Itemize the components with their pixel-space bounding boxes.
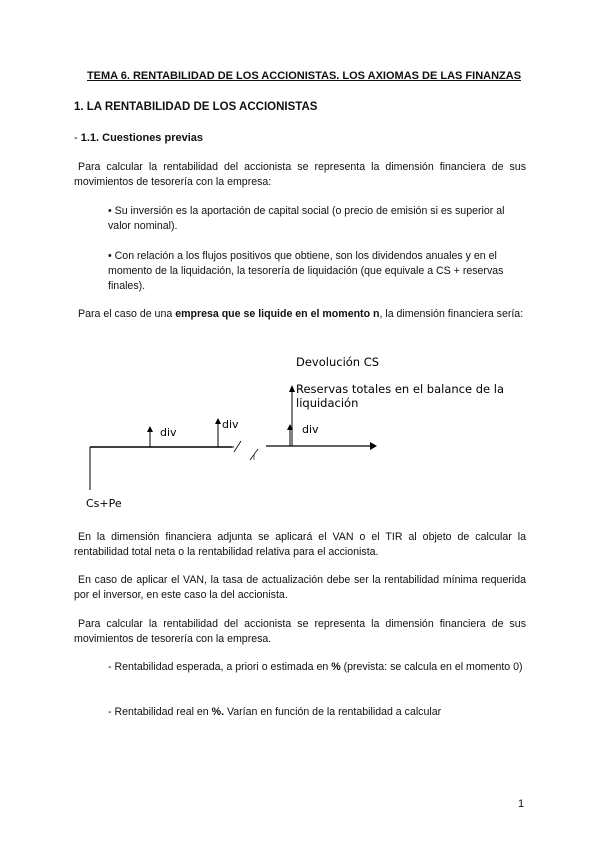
page-title: TEMA 6. RENTABILIDAD DE LOS ACCIONISTAS. LOS AXIOMAS DE LAS FINANZAS — [86, 70, 522, 82]
dash2-after: Varían en función de la rentabilidad a calcular — [224, 706, 442, 718]
dash2-bold: %. — [211, 706, 225, 718]
paragraph-dimension: Para calcular la rentabilidad del accionista se representa la dimensión financiera de sus movimientos de tesorería con la empresa. — [74, 618, 526, 645]
dash1-after: (prevista: se calcula en el momento 0) — [340, 661, 523, 673]
initial-outflow-label: Cs+Pe — [86, 497, 122, 510]
dash1-bold: % — [331, 661, 341, 673]
bullet-flujos: • Con relación a los flujos positivos que obtiene, son los dividendos anuales y en el momento de la liquidación, la tesorería de liquidación (que equivale a CS + reservas finales). — [108, 250, 504, 292]
dash-rentabilidad-esperada — [108, 660, 526, 675]
p2-before: Para el caso de una — [78, 308, 176, 320]
div-arrowhead-1 — [147, 426, 153, 432]
devolucion-label: Devolución CS — [296, 355, 380, 369]
div-arrowhead-2 — [215, 418, 221, 424]
paragraph-tasa: En caso de aplicar el VAN, la tasa de actualización debe ser la rentabilidad mínima requerida por el inversor, en este caso la del accionista. — [74, 574, 526, 601]
reservas-label-line1: Reservas totales en el balance de la — [296, 382, 505, 396]
p2-after: , la dimensión financiera sería: — [379, 308, 524, 320]
dash-rentabilidad-real — [108, 705, 526, 720]
paragraph-intro: Para calcular la rentabilidad del accionista se representa la dimensión financiera de sus movimientos de tesorería con la empresa: — [74, 161, 526, 188]
subsection-prefix: - — [74, 132, 81, 144]
dash1-before: - Rentabilidad esperada, a priori o estimada en — [108, 661, 332, 673]
p2-bold: empresa que se liquide en el momento n — [175, 308, 380, 320]
bullet-inversion: • Su inversión es la aportación de capital social (o precio de emisión si es superior al valor nominal). — [108, 205, 505, 232]
div-label-1: div — [160, 426, 177, 439]
subsection-title: 1.1. Cuestiones previas — [80, 132, 204, 144]
page-number: 1 — [518, 798, 525, 810]
div-label-2: div — [222, 418, 239, 431]
section-heading: 1. LA RENTABILIDAD DE LOS ACCIONISTAS — [74, 101, 318, 113]
cash-flow-diagram — [74, 350, 534, 520]
subsection-heading — [74, 132, 203, 144]
break-mark-left — [234, 441, 241, 452]
paragraph-liquidacion — [74, 307, 526, 322]
div-label-3: div — [302, 423, 319, 436]
reservas-label-line2: liquidación — [296, 396, 359, 410]
dash2-before: - Rentabilidad real en — [108, 706, 212, 718]
timeline-arrowhead — [370, 442, 377, 450]
liquidation-arrowhead — [289, 385, 295, 392]
paragraph-van-tir: En la dimensión financiera adjunta se aplicará el VAN o el TIR al objeto de calcular la rentabilidad total neta o la rentabilidad relativa para el accionista. — [74, 531, 526, 558]
